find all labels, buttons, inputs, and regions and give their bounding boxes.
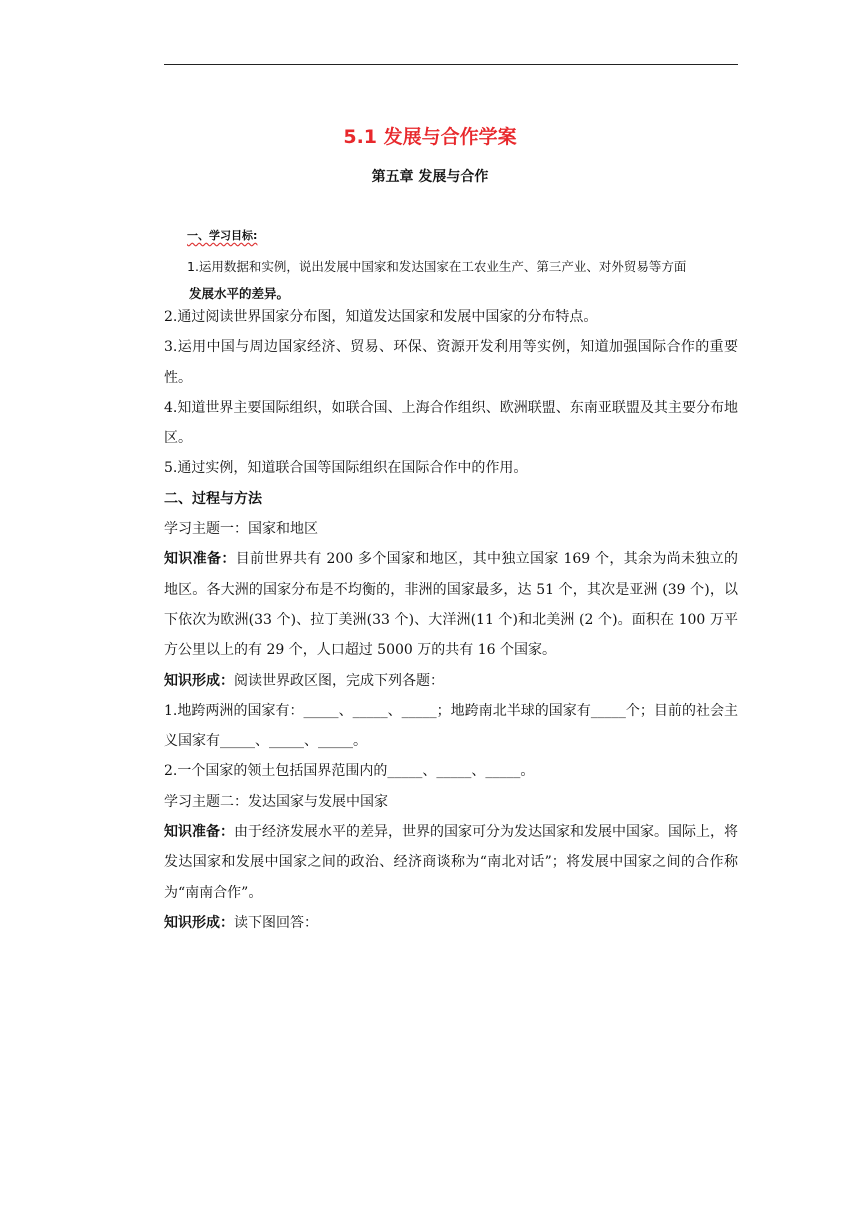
knowledge-prep-1-text: 目前世界共有 200 多个国家和地区，其中独立国家 169 个，其余为尚未独立的地区。各大洲的国家分布是不均衡的，非洲的国家最多，达 51 个，其次是亚洲 (39 个)，以下依次为欧洲(33 个)、拉丁美洲(33 个)、大洋洲(11 个)和北美洲 (2 个)。面积在 100 万平方公里以上的有 29 个，人口超过 5000 万的共有 16 个国家。	[164, 551, 739, 659]
knowledge-form-1	[164, 666, 738, 696]
objective-item-5: 5.通过实例，知道联合国等国际组织在国际合作中的作用。	[164, 460, 528, 477]
topic-1-heading: 学习主题一：国家和地区	[164, 521, 318, 538]
section-heading-process: 二、过程与方法	[164, 490, 262, 507]
objective-item-1	[187, 253, 747, 307]
objective-item-4: 4.知道世界主要国际组织，如联合国、上海合作组织、欧洲联盟、东南亚联盟及其主要分布地区。	[164, 399, 738, 447]
knowledge-form-2-label: 知识形成：	[164, 914, 234, 931]
knowledge-prep-1	[164, 544, 738, 665]
knowledge-prep-2-label: 知识准备：	[164, 824, 234, 841]
page-title: 5.1 发展与合作学案	[343, 126, 517, 148]
objective-item-1-line1: 1.运用数据和实例，说出发展中国家和发达国家在工农业生产、第三产业、对外贸易等方面	[187, 259, 687, 274]
knowledge-form-2-text: 读下图回答：	[234, 914, 318, 931]
objectives-heading-text: 一、学习目标:	[187, 229, 258, 242]
objective-item-1-line2: 发展水平的差异。	[189, 286, 290, 301]
chapter-subtitle: 第五章 发展与合作	[371, 169, 489, 185]
knowledge-form-1-label: 知识形成：	[164, 672, 234, 689]
header-rule	[164, 64, 738, 65]
knowledge-prep-2	[164, 817, 738, 908]
knowledge-prep-2-text: 由于经济发展水平的差异，世界的国家可分为发达国家和发展中国家。国际上，将发达国家和发展中国家之间的政治、经济商谈称为“南北对话”；将发展中国家之间的合作称为“南南合作”。	[164, 824, 738, 901]
topic-2-heading: 学习主题二：发达国家与发展中国家	[164, 793, 388, 810]
knowledge-prep-1-label: 知识准备：	[164, 551, 236, 568]
section-heading-objectives	[187, 227, 257, 243]
document-body	[164, 302, 738, 938]
question-1: 1.地跨两洲的国家有：_____、_____、_____；地跨南北半球的国家有_____个；目前的社会主义国家有_____、_____、_____。	[164, 702, 738, 750]
knowledge-form-2	[164, 908, 738, 938]
objective-item-3: 3.运用中国与周边国家经济、贸易、环保、资源开发利用等实例，知道加强国际合作的重要性。	[164, 339, 738, 386]
question-2: 2.一个国家的领土包括国界范围内的_____、_____、_____。	[164, 763, 535, 780]
objective-item-2: 2.通过阅读世界国家分布图，知道发达国家和发展中国家的分布特点。	[164, 309, 598, 325]
knowledge-form-1-text: 阅读世界政区图，完成下列各题：	[234, 672, 444, 689]
